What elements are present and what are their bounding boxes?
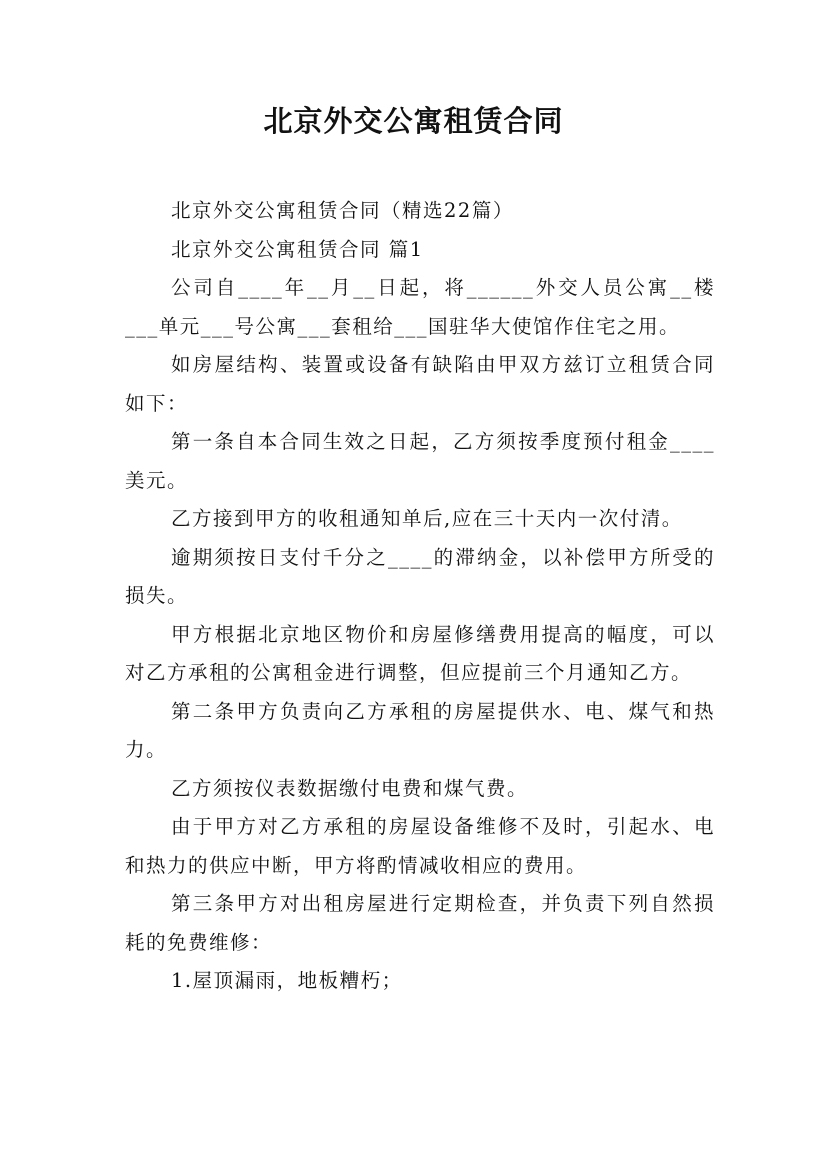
paragraph: 乙方须按仪表数据缴付电费和煤气费。 xyxy=(171,776,529,800)
paragraph: 公司自____年__月__日起，将______外交人员公寓__楼___单元___号公寓___套租给___国驻华大使馆作住宅之用。 xyxy=(125,276,715,338)
paragraph: 1.屋顶漏雨，地板糟朽； xyxy=(171,969,403,992)
paragraph: 逾期须按日支付千分之____的滞纳金，以补偿甲方所受的损失。 xyxy=(125,545,715,607)
paragraph: 甲方根据北京地区物价和房屋修缮费用提高的幅度，可以对乙方承租的公寓租金进行调整，但应提前三个月通知乙方。 xyxy=(125,622,715,684)
paragraph-subtitle: 北京外交公寓租赁合同（精选22篇） xyxy=(171,199,514,222)
paragraph-section-heading: 北京外交公寓租赁合同 篇1 xyxy=(171,237,424,261)
paragraph: 第二条甲方负责向乙方承租的房屋提供水、电、煤气和热力。 xyxy=(125,699,715,761)
document-body xyxy=(125,192,715,1001)
paragraph: 第一条自本合同生效之日起，乙方须按季度预付租金____美元。 xyxy=(125,430,715,492)
document-title: 北京外交公寓租赁合同 xyxy=(263,104,564,138)
paragraph: 乙方接到甲方的收租通知单后,应在三十天内一次付清。 xyxy=(171,507,683,530)
paragraph: 如房屋结构、装置或设备有缺陷由甲双方兹订立租赁合同如下： xyxy=(125,353,715,415)
paragraph: 第三条甲方对出租房屋进行定期检查，并负责下列自然损耗的免费维修： xyxy=(125,892,715,954)
paragraph: 由于甲方对乙方承租的房屋设备维修不及时，引起水、电和热力的供应中断，甲方将酌情减收相应的费用。 xyxy=(125,815,715,877)
